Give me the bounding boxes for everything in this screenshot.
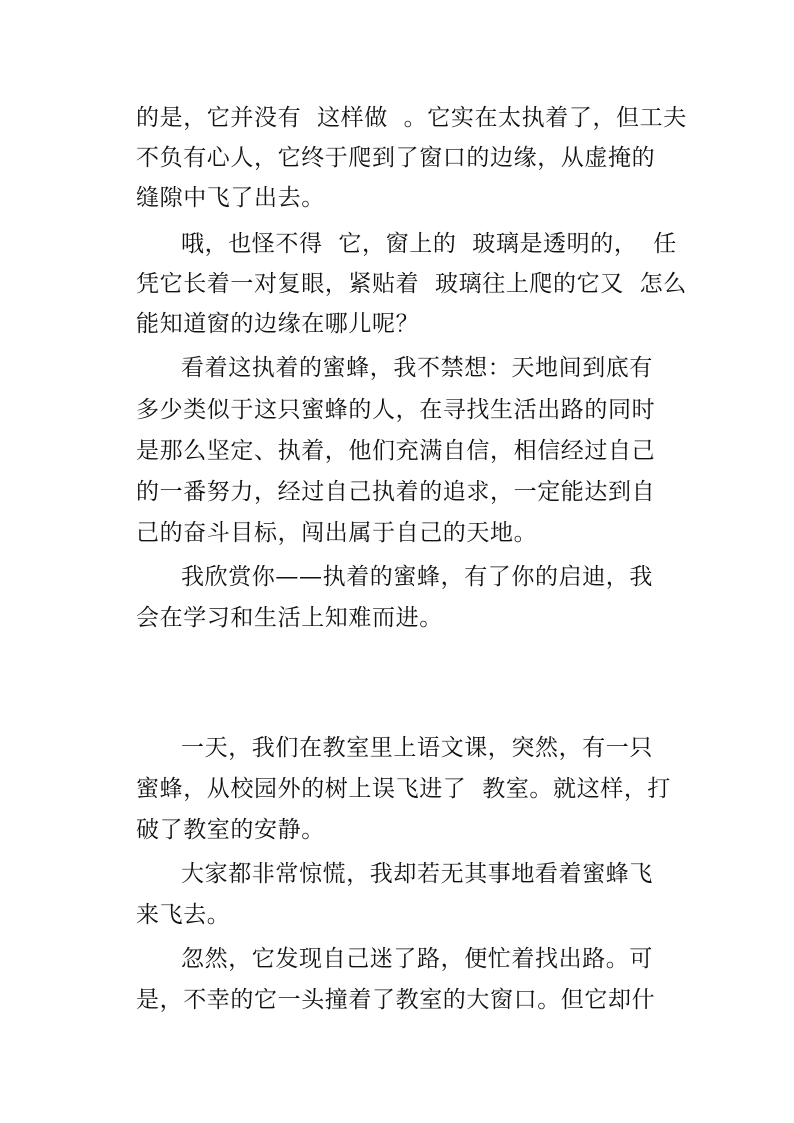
text-line: 大家都非常惊慌，我却若无其事地看着蜜蜂飞: [181, 861, 653, 887]
text-line: 来飞去。: [136, 902, 231, 928]
text-line: 是那么坚定、执着，他们充满自信，相信经过自己: [136, 438, 656, 464]
text-line: 哦，也怪不得 它，窗上的 玻璃是透明的， 任: [181, 231, 677, 257]
text-line: 蜜蜂，从校园外的树上误飞进了 教室。就这样，打: [136, 776, 672, 802]
text-line: 的是，它并没有 这样做 。它实在太执着了，但工夫: [136, 105, 687, 131]
text-line: 的一番努力，经过自己执着的追求，一定能达到自: [136, 479, 656, 505]
text-line: 看着这执着的蜜蜂，我不禁想：天地间到底有: [181, 355, 653, 381]
text-line: 是，不幸的它一头撞着了教室的大窗口。但它却什: [136, 987, 656, 1013]
text-line: 凭它长着一对复眼，紧贴着 玻璃往上爬的它又 怎么: [136, 271, 687, 297]
text-line: 能知道窗的边缘在哪儿呢？: [136, 311, 420, 337]
text-line: 多少类似于这只蜜蜂的人，在寻找生活出路的同时: [136, 397, 656, 423]
text-line: 己的奋斗目标，闯出属于自己的天地。: [136, 520, 538, 546]
text-line: 忽然，它发现自己迷了路，便忙着找出路。可: [181, 946, 653, 972]
text-line: 破了教室的安静。: [136, 817, 325, 843]
text-line: 不负有心人，它终于爬到了窗口的边缘，从虚掩的: [136, 145, 656, 171]
text-line: 会在学习和生活上知难而进。: [136, 605, 443, 631]
text-line: 我欣赏你——执着的蜜蜂，有了你的启迪，我: [181, 564, 653, 590]
text-line: 一天，我们在教室里上语文课，突然，有一只: [181, 735, 653, 761]
text-line: 缝隙中飞了出去。: [136, 185, 325, 211]
